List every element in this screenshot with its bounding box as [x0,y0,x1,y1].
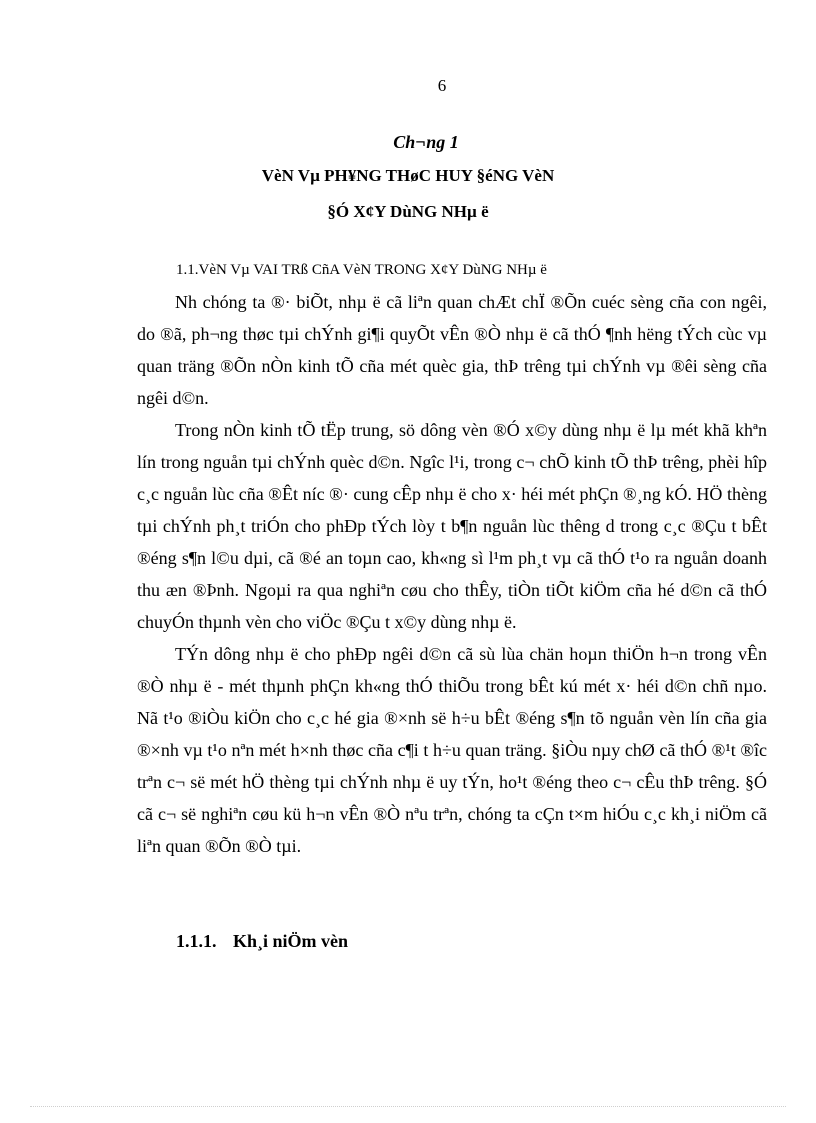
body-text [137,286,767,862]
paragraph: Trong nÒn kinh tÕ tËp trung, sö dông vèn ®Ó x©y dùng nhµ ë lµ mét khã khªn lín trong nguån tµi chÝnh quèc d©n. Ngîc l¹i, trong c¬ chÕ kinh tÕ thÞ trêng, phèi hîp c¸c nguån lùc cña ®Êt níc ®· cung cÊp nhµ ë cho x· héi mét phÇn ®¸ng kÓ. HÖ thèng tµi chÝnh ph¸t triÓn cho phÐp tÝch lòy t b¶n nguån lùc thêng d trong c¸c ®Çu t bÊt ®éng s¶n l©u dµi, cã ®é an toµn cao, kh«ng sì l¹m ph¸t vµ cã thÓ t¹o ra nguån doanh thu æn ®Þnh. Ngoµi ra qua nghiªn cøu cho thÊy, tiÒn tiÕt kiÖm cña hé d©n cã thÓ chuyÓn thµnh vèn cho viÖc ®Çu t x©y dùng nhµ ë. [137,420,767,632]
subsection-title: Kh¸i niÖm vèn [233,931,349,951]
paragraph: Nh chóng ta ®· biÕt, nhµ ë cã liªn quan chÆt chÏ ®Õn cuéc sèng cña con ngêi, do ®ã, ph¬ng thøc tµi chÝnh gi¶i quyÕt vÊn ®Ò nhµ ë cã thÓ ¶nh hëng tÝch cùc vµ quan träng ®Õn nÒn kinh tÕ cña mét quèc gia, thÞ trêng tµi chÝnh vµ ®êi sèng cña ngêi d©n. [137,292,767,408]
chapter-title-line-2: §Ó X¢Y DùNG NHµ ë [327,202,489,221]
subsection-number: 1.1.1. [176,931,217,951]
chapter-title-line-1: VèN Vµ PH¥NG THøC HUY §éNG VèN [261,166,555,185]
chapter-heading: Ch¬ng 1 [393,132,459,152]
section-heading: 1.1.VèN Vµ VAI TRß CñA VèN TRONG X¢Y DùNG NHµ ë [176,262,547,278]
page-bottom-border [30,1106,786,1107]
subsection-heading [176,931,360,952]
paragraph: TÝn dông nhµ ë cho phÐp ngêi d©n cã sù lùa chän hoµn thiÖn h¬n trong vÊn ®Ò nhµ ë - mét thµnh phÇn kh«ng thÓ thiÕu trong bÊt kú mét x· héi d©n chñ nµo. Nã t¹o ®iÒu kiÖn cho c¸c hé gia ®×nh së h÷u bÊt ®éng s¶n tõ nguån vèn lín cña gia ®×nh vµ t¹o nªn mét h×nh thøc cña c¶i t h÷u quan träng. §iÒu nµy chØ cã thÓ ®¹t ®îc trªn c¬ së mét hÖ thèng tµi chÝnh nhµ ë uy tÝn, ho¹t ®éng theo c¬ cÊu thÞ trêng. §Ó cã c¬ së nghiªn cøu kü h¬n vÊn ®Ò nªu trªn, chóng ta cÇn t×m hiÓu c¸c kh¸i niÖm cã liªn quan ®Õn ®Ò tµi. [137,644,767,856]
page-number: 6 [437,76,447,95]
